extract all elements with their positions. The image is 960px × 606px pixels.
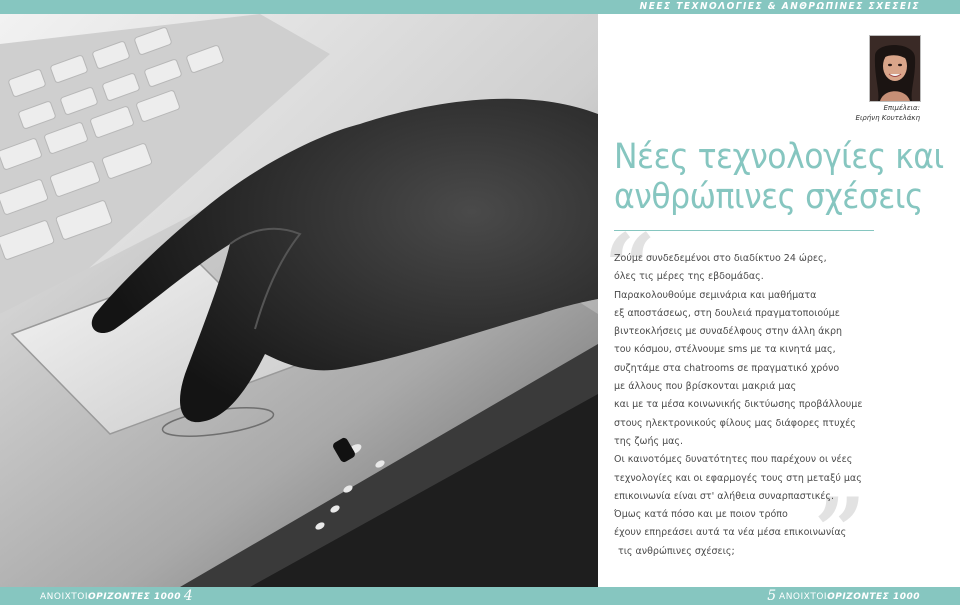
- body-line: Παρακολουθούμε σεμινάρια και μαθήματα: [614, 289, 817, 301]
- magazine-name-part1: ΑΝΟΙΧΤΟΙ: [40, 592, 89, 602]
- body-line: Οι καινοτόμες δυνατότητες που παρέχουν οι νέες: [614, 454, 853, 466]
- body-line: τεχνολογίες και οι εφαρμογές τους στη μεταξύ μας: [614, 472, 862, 484]
- editor-portrait: [869, 35, 921, 102]
- title-line: ανθρώπινες σχέσεις: [614, 177, 923, 217]
- magazine-name-part2: ΟΡΙΖΟΝΤΕΣ 1000: [88, 592, 181, 602]
- body-line: εξ αποστάσεως, στη δουλειά πραγματοποιούμε: [614, 307, 840, 319]
- article-title: [614, 137, 944, 217]
- body-line: βιντεοκλήσεις με συναδέλφους στην άλλη άκρη: [614, 326, 843, 338]
- article-intro: [614, 250, 914, 561]
- footer-left: [40, 587, 193, 605]
- magazine-name-part2: ΟΡΙΖΟΝΤΕΣ 1000: [827, 592, 920, 602]
- body-line: με άλλους που βρίσκονται μακριά μας: [614, 381, 797, 393]
- body-line: όλες τις μέρες της εβδομάδας.: [614, 271, 764, 283]
- title-line: Νέες τεχνολογίες και: [614, 137, 944, 177]
- body-line: Όμως κατά πόσο και με ποιον τρόπο: [614, 509, 788, 521]
- body-line: τις ανθρώπινες σχέσεις;: [618, 545, 735, 557]
- credit-name: Ειρήνη Κουτελάκη: [855, 114, 920, 122]
- section-title: ΝΕΕΣ ΤΕΧΝΟΛΟΓΙΕΣ & ΑΝΘΡΩΠΙΝΕΣ ΣΧΕΣΕΙΣ: [639, 1, 920, 12]
- body-line: έχουν επηρεάσει αυτά τα νέα μέσα επικοινωνίας: [614, 527, 847, 539]
- body-line: και με τα μέσα κοινωνικής δικτύωσης προβάλλουμε: [614, 399, 863, 411]
- editor-credit: [856, 103, 920, 123]
- body-line: του κόσμου, στέλνουμε sms με τα κινητά μας,: [614, 344, 836, 356]
- body-line: επικοινωνία είναι στ' αλήθεια συναρπαστικές.: [614, 490, 835, 502]
- footer-right: [767, 587, 920, 605]
- page-number-right: 5: [767, 588, 777, 604]
- body-line: στους ηλεκτρονικούς φίλους μας διάφορες πτυχές: [614, 417, 856, 429]
- credit-label: Επιμέλεια:: [883, 104, 920, 112]
- magazine-name-part1: ΑΝΟΙΧΤΟΙ: [779, 592, 828, 602]
- page-number-left: 4: [183, 588, 193, 604]
- body-line: Ζούμε συνδεδεμένοι στο διαδίκτυο 24 ώρες,: [614, 253, 827, 264]
- body-line: της ζωής μας.: [614, 435, 683, 447]
- laptop-hand-photo: [0, 14, 598, 587]
- open-quote-mark: “: [604, 214, 656, 320]
- body-line: συζητάμε στα chatrooms σε πραγματικό χρόνο: [614, 362, 840, 374]
- close-quote-mark: ”: [814, 478, 866, 584]
